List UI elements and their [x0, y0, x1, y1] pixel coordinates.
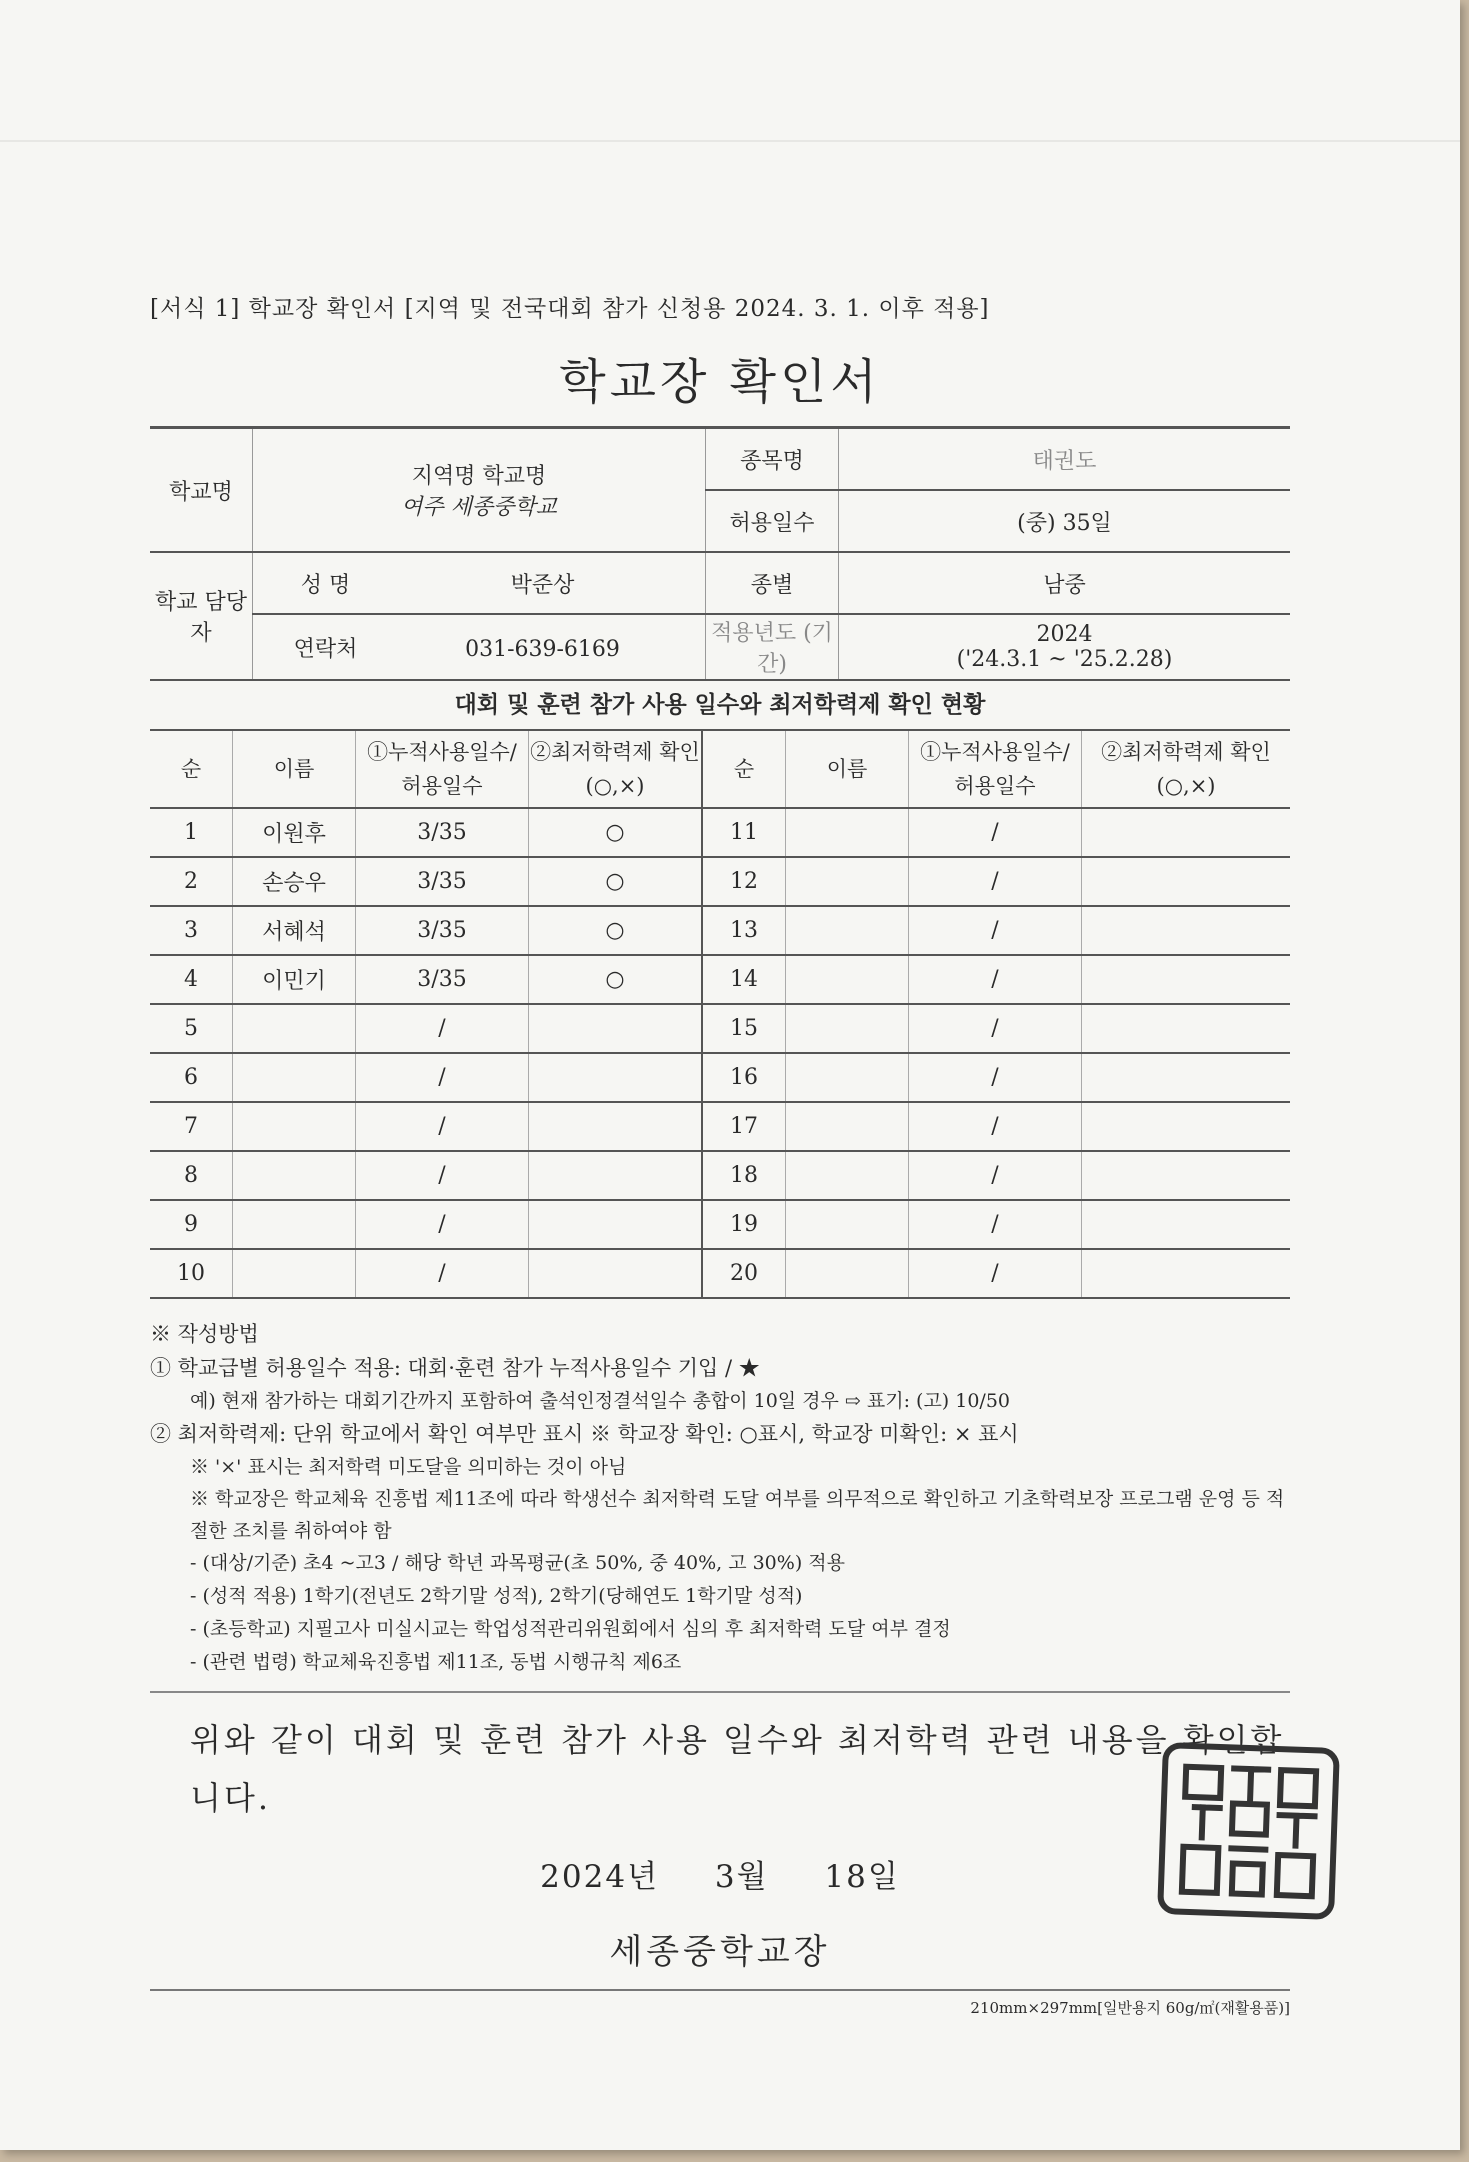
cell-no-2: 11	[702, 808, 786, 857]
cell-days-2: /	[909, 955, 1082, 1004]
period-value: ('24.3.1 ~ '25.2.28)	[956, 647, 1173, 672]
document-body	[150, 290, 1290, 2018]
cell-days-2: /	[909, 1053, 1082, 1102]
cell-academic-2	[1082, 906, 1291, 955]
col-days-2: ①누적사용일수/ 허용일수	[909, 731, 1082, 808]
roster-row	[150, 808, 1290, 857]
year-value: 2024	[1036, 622, 1093, 647]
cell-days: 3/35	[356, 857, 529, 906]
roster-row	[150, 906, 1290, 955]
cell-no-2: 15	[702, 1004, 786, 1053]
cell-no: 4	[150, 955, 233, 1004]
date-month: 3월	[714, 1859, 769, 1895]
school-value: 여주 세종중학교	[401, 495, 557, 520]
cell-academic-2	[1082, 1004, 1291, 1053]
cell-academic-2	[1082, 857, 1291, 906]
year-label: 적용년도 (기간)	[706, 614, 839, 680]
cell-name	[233, 1249, 356, 1298]
col-no-2: 순	[702, 731, 786, 808]
cell-academic	[529, 1102, 703, 1151]
region-school-label: 지역명 학교명	[411, 464, 547, 489]
cell-academic-2	[1082, 808, 1291, 857]
note-item-1: ① 학교급별 허용일수 적용: 대회·훈련 참가 누적사용일수 기입 / ★	[150, 1356, 760, 1380]
cell-days-2: /	[909, 1151, 1082, 1200]
gender-label: 종별	[706, 552, 839, 614]
cell-days: /	[356, 1004, 529, 1053]
sport-value: 태권도	[839, 428, 1291, 491]
cell-name: 손승우	[233, 857, 356, 906]
cell-name	[233, 1004, 356, 1053]
col-name: 이름	[233, 731, 356, 808]
cell-name-2	[786, 906, 909, 955]
cell-days: 3/35	[356, 955, 529, 1004]
cell-no: 7	[150, 1102, 233, 1151]
cell-no: 1	[150, 808, 233, 857]
cell-days: /	[356, 1249, 529, 1298]
cell-name-2	[786, 857, 909, 906]
sport-label: 종목명	[706, 428, 839, 491]
roster-table	[150, 731, 1290, 1299]
allowed-days-value: (중) 35일	[839, 490, 1291, 552]
roster-row	[150, 1151, 1290, 1200]
cell-name	[233, 1151, 356, 1200]
note-item-2-sub-1: ※ '×' 표시는 최저학력 미도달을 의미하는 것이 아님	[190, 1456, 627, 1478]
cell-name-2	[786, 1151, 909, 1200]
cell-name-2	[786, 808, 909, 857]
cell-no-2: 16	[702, 1053, 786, 1102]
cell-academic	[529, 1249, 703, 1298]
note-dash-2: - (성적 적용) 1학기(전년도 2학기말 성적), 2학기(당해연도 1학기말 성적)	[190, 1585, 803, 1607]
cell-no: 10	[150, 1249, 233, 1298]
cell-no-2: 17	[702, 1102, 786, 1151]
cell-academic-2	[1082, 955, 1291, 1004]
contact-label: 연락처	[293, 636, 358, 662]
cell-days: 3/35	[356, 808, 529, 857]
cell-academic	[529, 1200, 703, 1249]
cell-academic	[529, 1151, 703, 1200]
roster-row	[150, 1102, 1290, 1151]
cell-name	[233, 1102, 356, 1151]
roster-body	[150, 808, 1290, 1298]
school-info-table	[150, 426, 1290, 681]
name-cell	[253, 552, 706, 614]
form-label: [서식 1] 학교장 확인서 [지역 및 전국대회 참가 신청용 2024. 3. 1. 이후 적용]	[150, 296, 990, 322]
roster-section-title: 대회 및 훈련 참가 사용 일수와 최저학력제 확인 현황	[150, 681, 1290, 731]
paper-spec-footer: 210mm×297mm[일반용지 60g/㎡(재활용품)]	[150, 1989, 1290, 2018]
cell-name: 이원후	[233, 808, 356, 857]
cell-days: /	[356, 1151, 529, 1200]
date-line	[150, 1851, 1290, 1896]
note-item-1-example: 예) 현재 참가하는 대회기간까지 포함하여 출석인정결석일수 총합이 10일 경우 ⇨ 표기: (고) 10/50	[190, 1390, 1011, 1412]
cell-name-2	[786, 1004, 909, 1053]
cell-days-2: /	[909, 1004, 1082, 1053]
cell-name-2	[786, 1053, 909, 1102]
col-academic: ②최저학력제 확인(○,×)	[529, 731, 703, 808]
name-label: 성 명	[300, 572, 351, 598]
note-item-2: ② 최저학력제: 단위 학교에서 확인 여부만 표시 ※ 학교장 확인: ○표시, 학교장 미확인: × 표시	[150, 1422, 1019, 1446]
col-name-2: 이름	[786, 731, 909, 808]
cell-no: 3	[150, 906, 233, 955]
document-title: 학교장 확인서	[559, 354, 881, 410]
cell-days-2: /	[909, 906, 1082, 955]
allowed-days-label: 허용일수	[706, 490, 839, 552]
cell-name: 이민기	[233, 955, 356, 1004]
school-label: 학교명	[150, 428, 253, 553]
roster-header-row	[150, 731, 1290, 808]
cell-academic-2	[1082, 1249, 1291, 1298]
cell-no-2: 14	[702, 955, 786, 1004]
roster-row	[150, 1004, 1290, 1053]
cell-no-2: 12	[702, 857, 786, 906]
gender-value: 남중	[839, 552, 1291, 614]
cell-no: 9	[150, 1200, 233, 1249]
cell-name-2	[786, 1200, 909, 1249]
cell-name-2	[786, 1102, 909, 1151]
col-no: 순	[150, 731, 233, 808]
manager-label: 학교 담당자	[150, 552, 253, 680]
roster-row	[150, 1249, 1290, 1298]
cell-no: 6	[150, 1053, 233, 1102]
notes-heading: ※ 작성방법	[150, 1322, 259, 1346]
cell-days: /	[356, 1200, 529, 1249]
cell-academic: ○	[529, 955, 703, 1004]
fold-line	[0, 140, 1460, 142]
name-value: 박준상	[510, 572, 575, 598]
col-days: ①누적사용일수/ 허용일수	[356, 731, 529, 808]
cell-no-2: 20	[702, 1249, 786, 1298]
roster-row	[150, 955, 1290, 1004]
official-seal-stamp	[1157, 1742, 1340, 1920]
date-year: 2024년	[540, 1859, 660, 1895]
roster-row	[150, 1200, 1290, 1249]
cell-days-2: /	[909, 857, 1082, 906]
cell-academic: ○	[529, 857, 703, 906]
cell-academic-2	[1082, 1053, 1291, 1102]
contact-value: 031-639-6169	[465, 636, 620, 662]
cell-name: 서혜석	[233, 906, 356, 955]
cell-days: 3/35	[356, 906, 529, 955]
note-dash-1: - (대상/기준) 초4 ~고3 / 해당 학년 과목평균(초 50%, 중 40%, 고 30%) 적용	[190, 1552, 845, 1574]
cell-no: 2	[150, 857, 233, 906]
year-cell	[839, 614, 1291, 680]
cell-no-2: 19	[702, 1200, 786, 1249]
seal-glyphs	[1171, 1756, 1326, 1906]
cell-academic-2	[1082, 1102, 1291, 1151]
roster-row	[150, 857, 1290, 906]
notes-section	[150, 1317, 1290, 1679]
school-cell	[253, 428, 706, 553]
cell-name	[233, 1200, 356, 1249]
contact-cell	[253, 614, 706, 680]
cell-academic-2	[1082, 1151, 1291, 1200]
cell-days: /	[356, 1102, 529, 1151]
cell-days-2: /	[909, 1200, 1082, 1249]
note-dash-4: - (관련 법령) 학교체육진흥법 제11조, 동법 시행규칙 제6조	[190, 1651, 682, 1673]
cell-name	[233, 1053, 356, 1102]
confirmation-statement: 위와 같이 대회 및 훈련 참가 사용 일수와 최저학력 관련 내용을 확인합니다.	[190, 1721, 1285, 1817]
note-dash-3: - (초등학교) 지필고사 미실시교는 학업성적관리위원회에서 심의 후 최저학력 도달 여부 결정	[190, 1618, 951, 1640]
cell-academic-2	[1082, 1200, 1291, 1249]
cell-no: 8	[150, 1151, 233, 1200]
principal-name: 세종중학교장	[609, 1932, 831, 1972]
cell-days-2: /	[909, 1249, 1082, 1298]
cell-no: 5	[150, 1004, 233, 1053]
date-day: 18일	[824, 1859, 900, 1895]
cell-name-2	[786, 1249, 909, 1298]
note-item-2-sub-2: ※ 학교장은 학교체육 진흥법 제11조에 따라 학생선수 최저학력 도달 여부를 의무적으로 확인하고 기초학력보장 프로그램 운영 등 적절한 조치를 취하여야 함	[190, 1488, 1285, 1542]
cell-name-2	[786, 955, 909, 1004]
cell-academic	[529, 1004, 703, 1053]
cell-no-2: 18	[702, 1151, 786, 1200]
cell-academic: ○	[529, 808, 703, 857]
cell-academic	[529, 1053, 703, 1102]
cell-academic: ○	[529, 906, 703, 955]
cell-days-2: /	[909, 1102, 1082, 1151]
cell-days-2: /	[909, 808, 1082, 857]
cell-days: /	[356, 1053, 529, 1102]
col-academic-2: ②최저학력제 확인(○,×)	[1082, 731, 1291, 808]
roster-row	[150, 1053, 1290, 1102]
cell-no-2: 13	[702, 906, 786, 955]
divider	[150, 1691, 1290, 1693]
